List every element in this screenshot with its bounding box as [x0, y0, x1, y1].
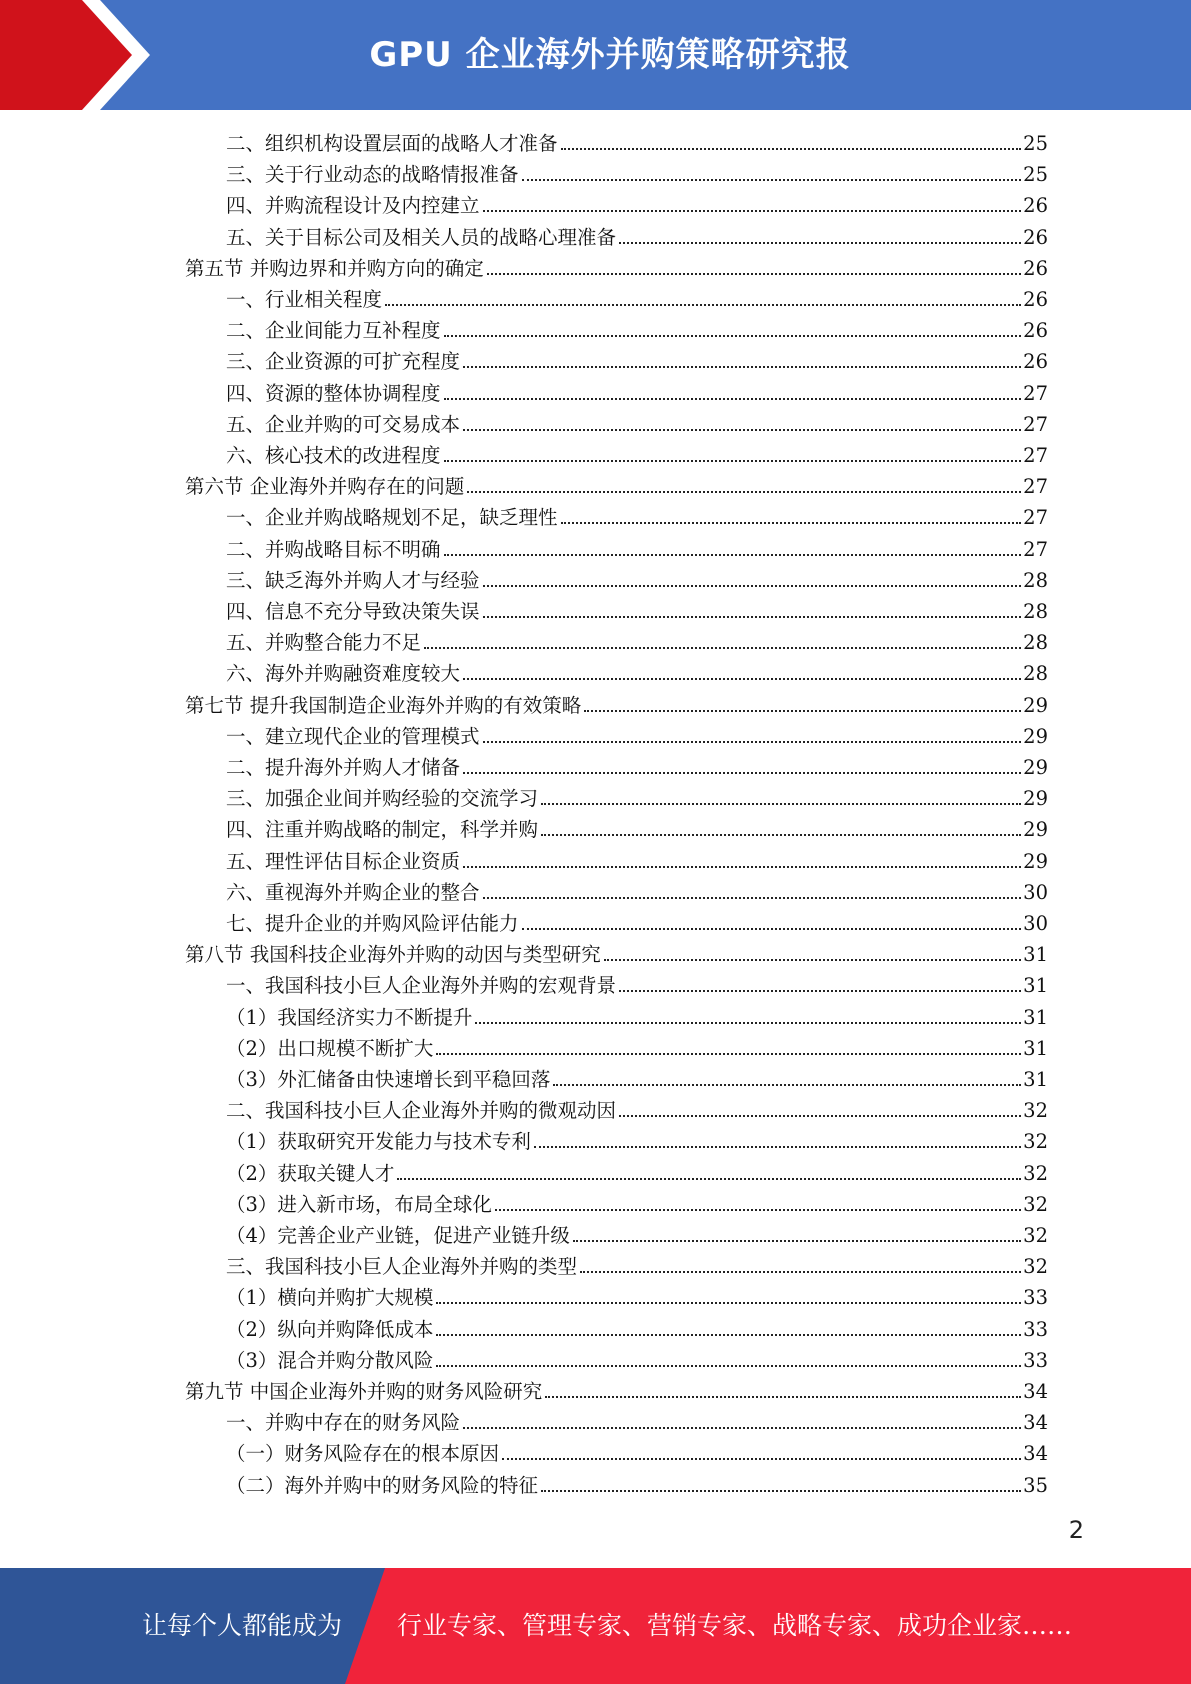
toc-entry[interactable]: [226, 284, 1048, 315]
toc-entry[interactable]: [226, 814, 1048, 845]
toc-dot-leader: [436, 1334, 1021, 1336]
toc-entry[interactable]: [226, 1251, 1048, 1282]
toc-entry[interactable]: [226, 1064, 1048, 1095]
toc-entry-page: 32: [1023, 1130, 1048, 1154]
toc-dot-leader: [522, 179, 1022, 181]
toc-entry-title: 二、提升海外并购人才储备: [226, 756, 461, 779]
toc-dot-leader: [522, 928, 1022, 930]
toc-entry[interactable]: [226, 378, 1048, 409]
toc-entry-title: （一）财务风险存在的根本原因: [226, 1442, 500, 1466]
toc-entry-title: 三、缺乏海外并购人才与经验: [226, 568, 480, 592]
toc-entry[interactable]: [226, 846, 1048, 877]
toc-entry-page: 32: [1023, 1255, 1048, 1279]
toc-entry-title: （1）我国经济实力不断提升: [226, 1005, 473, 1029]
toc-dot-leader: [424, 647, 1021, 649]
toc-entry-title: 三、企业资源的可扩充程度: [226, 350, 461, 374]
toc-entry-page: 28: [1023, 631, 1048, 655]
toc-dot-leader: [584, 710, 1021, 712]
toc-entry-page: 29: [1023, 693, 1048, 717]
toc-entry[interactable]: [226, 752, 1048, 783]
toc-entry-title: （1）获取研究开发能力与技术专利: [226, 1130, 531, 1154]
toc-entry-page: 28: [1023, 568, 1048, 592]
toc-entry-title: （3）进入新市场，布局全球化: [226, 1192, 492, 1216]
toc-entry[interactable]: [226, 627, 1048, 658]
toc-dot-leader: [502, 1458, 1021, 1460]
toc-entry[interactable]: [226, 1345, 1048, 1376]
toc-dot-leader: [619, 990, 1021, 992]
page-footer: [0, 1568, 1191, 1684]
toc-section-entry[interactable]: [185, 690, 1048, 721]
toc-entry-title: （2）获取关键人才: [226, 1161, 395, 1185]
toc-dot-leader: [561, 148, 1022, 150]
toc-entry-title: 四、并购流程设计及内控建立: [226, 194, 480, 218]
toc-entry-title: 一、企业并购战略规划不足，缺乏理性: [226, 506, 558, 530]
toc-dot-leader: [463, 678, 1021, 680]
toc-entry-page: 27: [1023, 444, 1048, 467]
toc-entry-page: 32: [1023, 1224, 1048, 1247]
toc-entry[interactable]: [226, 222, 1048, 253]
toc-entry[interactable]: [226, 596, 1048, 627]
toc-entry-title: 一、我国科技小巨人企业海外并购的宏观背景: [226, 974, 617, 998]
toc-dot-leader: [541, 1490, 1021, 1492]
toc-dot-leader: [619, 1115, 1021, 1117]
toc-dot-leader: [463, 366, 1021, 368]
toc-entry-page: 31: [1023, 1068, 1048, 1091]
toc-entry-page: 26: [1023, 350, 1048, 374]
toc-entry-title: （2）纵向并购降低成本: [226, 1317, 434, 1341]
toc-entry-title: 一、行业相关程度: [226, 288, 383, 311]
chevron-arrow-icon: [0, 0, 160, 110]
toc-section-entry[interactable]: [185, 253, 1048, 284]
toc-entry[interactable]: [226, 1095, 1048, 1126]
toc-entry-title: （1）横向并购扩大规模: [226, 1286, 434, 1310]
toc-dot-leader: [483, 897, 1022, 899]
toc-entry-title: 三、我国科技小巨人企业海外并购的类型: [226, 1255, 578, 1279]
toc-entry[interactable]: [226, 1158, 1048, 1189]
toc-entry[interactable]: [226, 658, 1048, 689]
page-title: GPU 企业海外并购策略研究报告: [369, 35, 851, 185]
toc-section-entry[interactable]: [185, 471, 1048, 502]
toc-entry-title: （3）外汇储备由快速增长到平稳回落: [226, 1068, 551, 1091]
toc-entry-title: 四、资源的整体协调程度: [226, 381, 441, 405]
toc-entry-page: 29: [1023, 724, 1048, 748]
toc-entry[interactable]: [226, 1126, 1048, 1157]
toc-entry-page: 31: [1023, 1036, 1048, 1060]
toc-entry-page: 34: [1023, 1411, 1048, 1435]
toc-entry[interactable]: [226, 877, 1048, 908]
toc-entry[interactable]: [226, 440, 1048, 471]
toc-dot-leader: [463, 772, 1021, 774]
toc-entry-page: 27: [1023, 412, 1048, 436]
toc-dot-leader: [444, 335, 1022, 337]
toc-dot-leader: [444, 460, 1022, 462]
toc-entry-page: 31: [1023, 1005, 1048, 1029]
toc-dot-leader: [483, 741, 1022, 743]
toc-entry-title: （2）出口规模不断扩大: [226, 1036, 434, 1060]
toc-entry-title: 第九节 中国企业海外并购的财务风险研究: [185, 1380, 543, 1403]
footer-slogan-left: 让每个人都能成为: [142, 1611, 343, 1640]
toc-dot-leader: [495, 1209, 1021, 1211]
toc-entry-page: 31: [1023, 943, 1048, 967]
toc-entry-page: 25: [1023, 163, 1048, 187]
toc-entry-page: 26: [1023, 288, 1048, 311]
toc-entry-title: 三、关于行业动态的战略情报准备: [226, 163, 519, 187]
toc-entry-page: 29: [1023, 787, 1048, 811]
toc-entry-page: 28: [1023, 662, 1048, 686]
toc-entry-page: 31: [1023, 974, 1048, 998]
toc-dot-leader: [463, 1427, 1021, 1429]
toc-entry-page: 29: [1023, 849, 1048, 873]
toc-entry-page: 27: [1023, 537, 1048, 561]
toc-dot-leader: [541, 834, 1021, 836]
toc-entry-title: 六、核心技术的改进程度: [226, 444, 441, 467]
toc-entry[interactable]: [226, 1470, 1048, 1501]
toc-dot-leader: [397, 1178, 1021, 1180]
toc-entry-title: 第六节 企业海外并购存在的问题: [185, 475, 465, 499]
toc-dot-leader: [444, 398, 1022, 400]
toc-entry[interactable]: [226, 1407, 1048, 1438]
toc-entry[interactable]: [226, 1033, 1048, 1064]
toc-entry-page: 32: [1023, 1192, 1048, 1216]
toc-dot-leader: [580, 1271, 1021, 1273]
toc-entry-title: 二、企业间能力互补程度: [226, 319, 441, 343]
toc-entry-title: 二、并购战略目标不明确: [226, 537, 441, 561]
toc-entry[interactable]: [226, 721, 1048, 752]
toc-entry-page: 30: [1023, 912, 1048, 935]
toc-dot-leader: [385, 304, 1021, 306]
toc-entry[interactable]: [226, 409, 1048, 440]
toc-entry-page: 33: [1023, 1348, 1048, 1372]
toc-entry[interactable]: [226, 783, 1048, 814]
toc-entry[interactable]: [226, 565, 1048, 596]
toc-dot-leader: [487, 273, 1021, 275]
toc-dot-leader: [534, 1146, 1021, 1148]
toc-entry-title: 七、提升企业的并购风险评估能力: [226, 912, 519, 935]
toc-entry[interactable]: [226, 1002, 1048, 1033]
toc-entry-page: 34: [1023, 1380, 1048, 1403]
toc-entry[interactable]: [226, 1220, 1048, 1251]
toc-entry-title: 六、重视海外并购企业的整合: [226, 880, 480, 904]
toc-entry-title: 三、加强企业间并购经验的交流学习: [226, 787, 539, 811]
toc-entry-title: （3）混合并购分散风险: [226, 1348, 434, 1372]
toc-entry[interactable]: [226, 1314, 1048, 1345]
toc-dot-leader: [541, 803, 1021, 805]
toc-entry-title: 六、海外并购融资难度较大: [226, 662, 461, 686]
toc-entry-page: 26: [1023, 225, 1048, 249]
toc-entry-title: 四、信息不充分导致决策失误: [226, 600, 480, 623]
toc-entry[interactable]: [226, 908, 1048, 939]
toc-entry-page: 26: [1023, 319, 1048, 343]
toc-entry[interactable]: [226, 534, 1048, 565]
toc-dot-leader: [475, 1022, 1021, 1024]
toc-entry-page: 33: [1023, 1317, 1048, 1341]
toc-entry-title: 四、注重并购战略的制定，科学并购: [226, 818, 539, 842]
toc-entry-title: 五、理性评估目标企业资质: [226, 849, 461, 873]
toc-dot-leader: [483, 585, 1022, 587]
toc-dot-leader: [573, 1240, 1021, 1242]
toc-entry-page: 27: [1023, 506, 1048, 530]
toc-entry-page: 35: [1023, 1473, 1048, 1497]
toc-entry-title: （4）完善企业产业链，促进产业链升级: [226, 1224, 570, 1247]
toc-section-entry[interactable]: [185, 939, 1048, 970]
toc-entry-page: 28: [1023, 600, 1048, 623]
toc-entry[interactable]: [226, 1282, 1048, 1313]
toc-entry-title: 第七节 提升我国制造企业海外并购的有效策略: [185, 693, 582, 717]
toc-entry-title: 第八节 我国科技企业海外并购的动因与类型研究: [185, 943, 601, 967]
toc-section-entry[interactable]: [185, 1376, 1048, 1407]
toc-dot-leader: [436, 1365, 1021, 1367]
toc-dot-leader: [436, 1053, 1021, 1055]
toc-entry-page: 32: [1023, 1099, 1048, 1123]
toc-dot-leader: [483, 210, 1022, 212]
toc-entry-title: 五、企业并购的可交易成本: [226, 412, 461, 436]
toc-dot-leader: [483, 616, 1022, 618]
page-number: 2: [1068, 1516, 1084, 1544]
toc-dot-leader: [463, 866, 1021, 868]
toc-entry[interactable]: [226, 315, 1048, 346]
toc-entry-page: 27: [1023, 475, 1048, 499]
toc-dot-leader: [619, 242, 1021, 244]
toc-entry-title: 一、建立现代企业的管理模式: [226, 724, 480, 748]
toc-dot-leader: [561, 522, 1022, 524]
toc-entry-title: 一、并购中存在的财务风险: [226, 1411, 461, 1435]
toc-entry-title: 五、关于目标公司及相关人员的战略心理准备: [226, 225, 617, 249]
toc-dot-leader: [463, 429, 1021, 431]
toc-entry[interactable]: [226, 190, 1048, 221]
toc-dot-leader: [553, 1084, 1021, 1086]
toc-dot-leader: [436, 1302, 1021, 1304]
footer-slogan-right: 行业专家、管理专家、营销专家、战略专家、成功企业家……: [397, 1611, 1073, 1640]
toc-entry-page: 30: [1023, 880, 1048, 904]
toc-entry-page: 29: [1023, 756, 1048, 779]
toc-entry-page: 29: [1023, 818, 1048, 842]
toc-entry[interactable]: [226, 970, 1048, 1001]
toc-entry[interactable]: [226, 128, 1048, 159]
toc-entry-page: 33: [1023, 1286, 1048, 1310]
toc-dot-leader: [604, 959, 1021, 961]
toc-entry-title: 第五节 并购边界和并购方向的确定: [185, 256, 484, 280]
toc-entry[interactable]: [226, 159, 1048, 190]
toc-dot-leader: [545, 1396, 1021, 1398]
toc-entry-page: 26: [1023, 256, 1048, 280]
toc-entry-page: 26: [1023, 194, 1048, 218]
toc-entry-page: 27: [1023, 381, 1048, 405]
toc-dot-leader: [444, 554, 1022, 556]
toc-entry-title: 五、并购整合能力不足: [226, 631, 422, 655]
toc-entry[interactable]: [226, 502, 1048, 533]
toc-entry-page: 34: [1023, 1442, 1048, 1466]
toc-entry-page: 25: [1023, 132, 1048, 155]
toc-entry-title: （二）海外并购中的财务风险的特征: [226, 1473, 539, 1497]
toc-dot-leader: [467, 491, 1021, 493]
toc-entry[interactable]: [226, 1189, 1048, 1220]
toc-entry[interactable]: [226, 346, 1048, 377]
toc-entry-title: 二、组织机构设置层面的战略人才准备: [226, 132, 558, 155]
toc-entry-title: 二、我国科技小巨人企业海外并购的微观动因: [226, 1099, 617, 1123]
toc-entry[interactable]: [226, 1438, 1048, 1469]
toc-entry-page: 32: [1023, 1161, 1048, 1185]
